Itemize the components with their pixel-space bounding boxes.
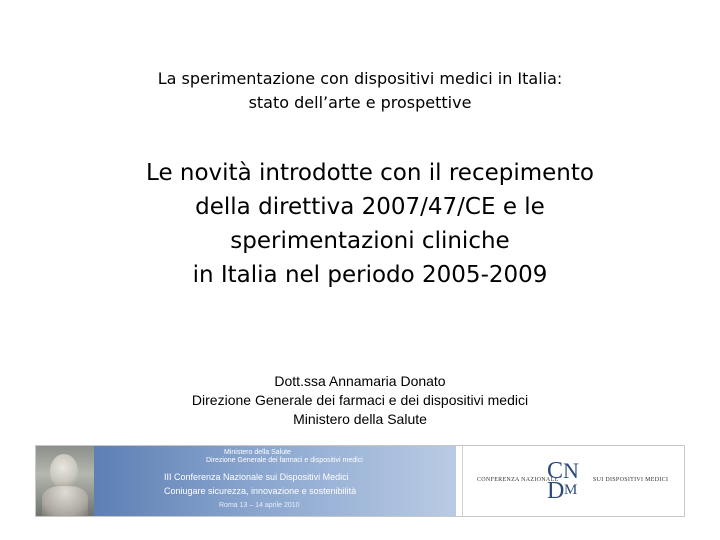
logo-left-text: CONFERENZA NAZIONALE xyxy=(477,477,559,483)
author-block xyxy=(120,372,600,429)
heading-line-2: stato dell’arte e prospettive xyxy=(248,93,472,112)
title-line-2: della direttiva 2007/47/CE e le xyxy=(195,194,545,220)
title-line-1: Le novità introdotte con il recepimento xyxy=(146,160,594,186)
statue-image xyxy=(36,446,94,516)
statue-head xyxy=(50,454,78,488)
statue-body xyxy=(42,486,88,516)
conference-banner xyxy=(35,445,685,517)
banner-motto: Coniugare sicurezza, innovazione e sostenibilità xyxy=(164,486,357,496)
logo-letter-d: D xyxy=(547,478,565,504)
author-department: Direzione Generale dei farmaci e dei dispositivi medici xyxy=(191,392,529,408)
slide-title xyxy=(100,156,640,292)
author-ministry: Ministero della Salute xyxy=(293,411,427,427)
banner-date: Roma 13 – 14 aprile 2010 xyxy=(219,502,300,509)
logo-letter-c: C xyxy=(547,458,564,484)
heading-line-1: La sperimentazione con dispositivi medici in Italia: xyxy=(157,69,563,88)
banner-direzione: Direzione Generale dei farmaci e dispositivi medici xyxy=(206,457,363,464)
banner-blue-panel xyxy=(94,446,456,516)
logo-right-text: SUI DISPOSITIVI MEDICI xyxy=(593,477,669,483)
logo-letter-m: M xyxy=(564,482,578,498)
banner-ministero: Ministero della Salute xyxy=(224,449,291,456)
cndm-logo xyxy=(547,460,591,504)
slide-heading xyxy=(80,67,640,115)
title-line-3: sperimentazioni cliniche xyxy=(230,228,510,254)
title-line-4: in Italia nel periodo 2005-2009 xyxy=(192,262,548,288)
cndm-logo-panel xyxy=(462,446,685,516)
author-name: Dott.ssa Annamaria Donato xyxy=(274,373,446,389)
logo-letter-n: N xyxy=(563,458,579,483)
banner-conference-title: III Conferenza Nazionale sui Dispositivi Medici xyxy=(164,472,349,482)
